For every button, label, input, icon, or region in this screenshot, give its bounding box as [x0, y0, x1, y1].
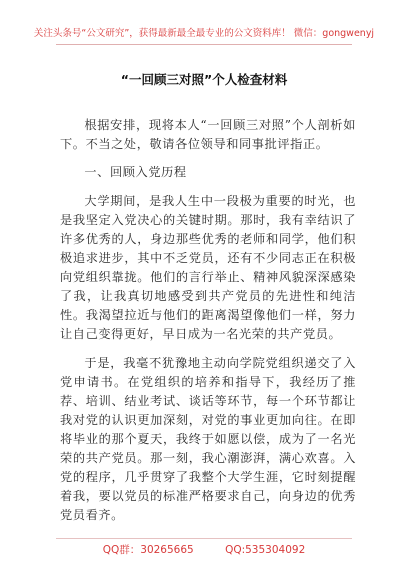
body-paragraph: 大学期间，是我人生中一段极为重要的时光，也是我坚定入党决心的关键时期。那时，我有幸结识了许多优秀的人，身边那些优秀的老师和同学，他们积极追求进步，其中不乏党员，还有不少同志正在积极向党组织靠拢。他们的言行举止、精神风貌深深感染了我，让我真切地感受到共产党员的先进性和纯洁性。我渴望拉近与他们的距离渴望像他们一样，努力让自己变得更好，早日成为一名光荣的共产党员。 [60, 194, 356, 341]
qq-group-number: QQ群：30265665 [102, 544, 194, 556]
intro-paragraph: 根据安排，现将本人“一回顾三对照”个人剖析如下。不当之处，敬请各位领导和同事批评指正。 [60, 118, 356, 151]
qq-number: QQ:535304092 [225, 544, 306, 556]
header-divider [56, 44, 352, 45]
body-paragraph: 于是，我毫不犹豫地主动向学院党组织递交了入党申请书。在党组织的培养和指导下，我经历了推荐、培训、结业考试、谈话等环节，每一个环节都让我对党的认识更加深刻，对党的事业更加向往。在即将毕业的那个夏天，我终于如愿以偿，成为了一名光荣的共产党员。那一刻，我心潮澎湃，满心欢喜。入党的程序，几乎贯穿了我整个大学生涯，它时刻提醒着我，要以党员的标准严格要求自己，向身边的优秀党员看齐。 [60, 356, 356, 522]
document-title: “一回顾三对照”个人检查材料 [120, 72, 288, 87]
footer-contacts [0, 543, 408, 557]
section-heading: 一、回顾入党历程 [84, 165, 187, 179]
footer-divider [56, 538, 352, 539]
document-body [60, 116, 356, 534]
header-notice: 关注头条号“公文研究”，获得最新最全最专业的公文资料库！ 微信：gongwenyj [33, 28, 375, 39]
